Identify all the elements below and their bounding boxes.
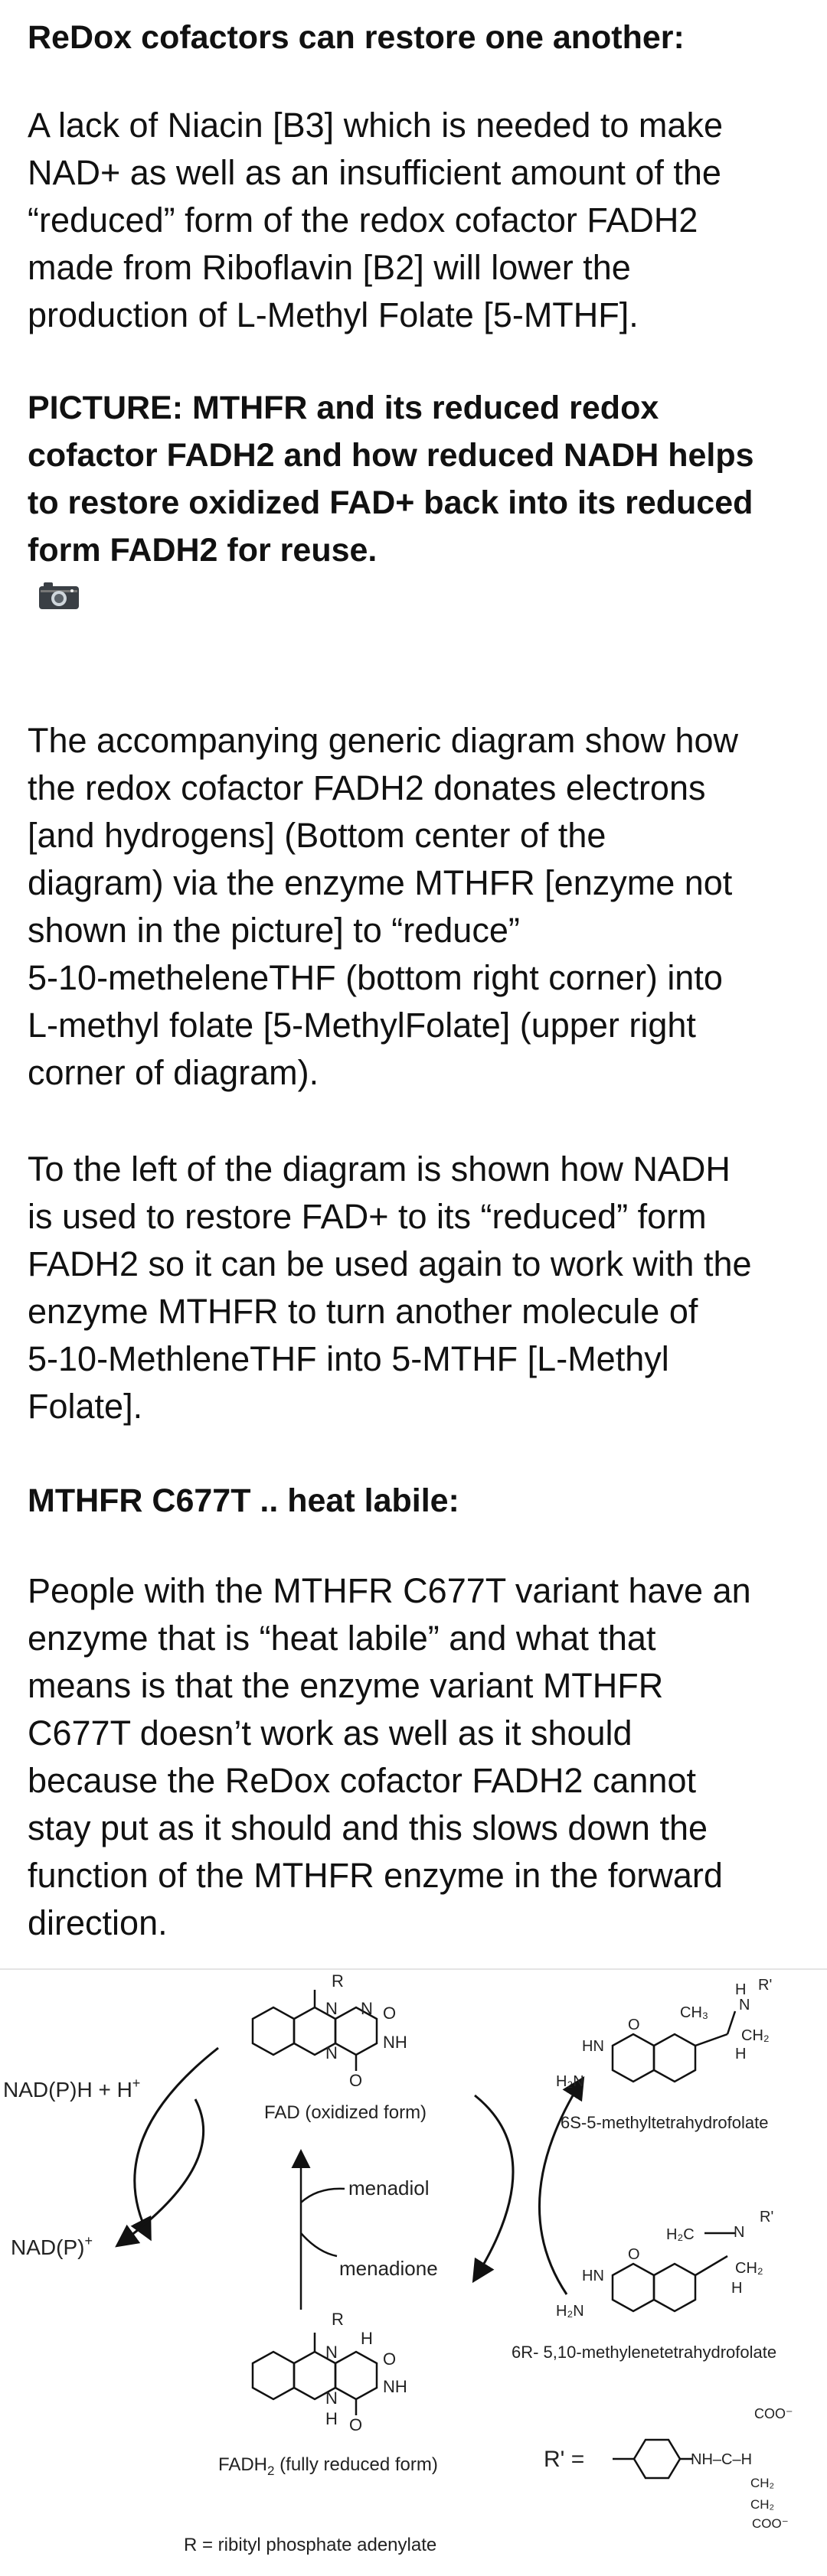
svg-text:H: H [735, 2046, 747, 2062]
fad-oxidized-structure [253, 1990, 377, 2071]
svg-text:N: N [734, 2224, 745, 2241]
svg-text:NH–C–H: NH–C–H [691, 2451, 753, 2468]
svg-text:N: N [325, 2043, 338, 2062]
paragraph-diagram-description: The accompanying generic diagram show how the redox cofactor FADH2 donates electrons [and hydrogens] (Bottom center of the diagram) via the enzyme MTHFR [enzyme not shown in the picture] to “reduce” 5-10-metheleneTHF (bottom right corner) into L-methyl folate [5-MethylFolate] (upper right corner of diagram). [28, 721, 738, 1092]
methyl-thf-label: 6S-5-methyltetrahydrofolate [561, 2113, 769, 2132]
svg-text:NH: NH [383, 2033, 407, 2052]
svg-text:HN: HN [582, 2038, 604, 2055]
svg-text:R: R [332, 2310, 344, 2329]
svg-text:N: N [325, 2343, 338, 2362]
svg-text:COO⁻: COO⁻ [752, 2516, 789, 2531]
arrow-to-nadp [119, 2099, 204, 2245]
svg-text:N: N [325, 1999, 338, 2018]
svg-text:R': R' [760, 2209, 774, 2225]
svg-text:O: O [628, 2017, 640, 2033]
menadiol-label: menadiol [348, 2177, 430, 2199]
methyl-thf-atoms [556, 1977, 772, 2090]
svg-text:R': R' [758, 1977, 773, 1994]
r-prime-definition [544, 2406, 793, 2531]
svg-text:R: R [332, 1973, 344, 1991]
svg-text:NH: NH [383, 2377, 407, 2396]
svg-text:CH₂: CH₂ [750, 2476, 775, 2490]
svg-text:H₂N: H₂N [556, 2073, 584, 2090]
fadh2-structure [253, 2333, 377, 2415]
arrow-methylene-to-methyl [539, 2080, 582, 2294]
arrow-nadph-to-fadh2 [135, 2048, 218, 2237]
paragraph-nadh-restore: To the left of the diagram is shown how NADH is used to restore FAD+ to its “reduced” form FADH2 so it can be used again to work with the enzyme MTHFR to turn another molecule of 5-10-MethleneTHF into 5-MTHF [L-Methyl Folate]. [28, 1149, 752, 1426]
methylene-thf-structure [613, 2233, 735, 2311]
svg-text:O: O [383, 2004, 397, 2023]
redox-cycle-diagram [0, 1973, 827, 2576]
r-definition: R = ribityl phosphate adenylate [184, 2535, 437, 2555]
section-divider [0, 1968, 827, 1970]
paragraph-niacin: A lack of Niacin [B3] which is needed to make NAD+ as well as an insufficient amount of the “reduced” form of the redox cofactor FADH2 made from Riboflavin [B2] will lower the production of L-Methyl Folate [5-MTHF]. [28, 106, 723, 334]
heading-c677t-heat-labile: MTHFR C677T .. heat labile: [28, 1482, 459, 1519]
svg-text:H: H [325, 2409, 338, 2428]
nadph-cycle [3, 2048, 218, 2259]
fadh2-label: $FADH_2$ (fully reduced form) [218, 2454, 438, 2478]
svg-text:N: N [361, 1999, 373, 2018]
svg-text:HN: HN [582, 2268, 604, 2284]
menadione-label: menadione [339, 2257, 438, 2280]
fad-oxidized-atoms [325, 1973, 407, 2090]
fadh2-atoms [325, 2310, 407, 2434]
svg-text:N: N [325, 2389, 338, 2408]
svg-text:CH₃: CH₃ [680, 2004, 709, 2021]
svg-text:O: O [383, 2349, 397, 2369]
svg-text:H: H [361, 2329, 373, 2348]
svg-text:O: O [349, 2415, 363, 2434]
svg-text:H: H [731, 2280, 743, 2297]
svg-text:R' =: R' = [544, 2447, 585, 2472]
svg-text:H: H [735, 1981, 747, 1998]
svg-text:COO⁻: COO⁻ [754, 2406, 793, 2421]
svg-text:CH₂: CH₂ [735, 2260, 763, 2277]
svg-text:CH₂: CH₂ [741, 2027, 770, 2044]
svg-text:H₂C: H₂C [666, 2226, 695, 2243]
heading-redox-cofactors: ReDox cofactors can restore one another: [28, 19, 685, 56]
svg-text:H₂N: H₂N [556, 2303, 584, 2320]
nadp-label: NAD(P)+ [11, 2233, 93, 2259]
svg-text:N: N [739, 1997, 750, 2014]
methylene-thf-atoms [556, 2209, 773, 2320]
svg-text:O: O [628, 2246, 640, 2263]
paragraph-c677t-variant: People with the MTHFR C677T variant have an enzyme that is “heat labile” and what that means is that the enzyme variant MTHFR C677T doesn’t work as well as it should because the ReDox cofactor FADH2 cannot stay put as it should and this slows down the function of the MTHFR enzyme in the forward direction. [28, 1571, 751, 1942]
nadph-label: NAD(P)H + H+ [3, 2075, 141, 2102]
arrow-fad-to-methylene [475, 2095, 513, 2279]
fad-oxidized-label: FAD (oxidized form) [264, 2102, 427, 2123]
svg-text:CH₂: CH₂ [750, 2497, 775, 2512]
picture-caption: PICTURE: MTHFR and its reduced redox cofactor FADH2 and how reduced NADH helps to restore oxidized FAD+ back into its reduced form FADH2 for reuse. [28, 390, 754, 569]
camera-icon [38, 580, 80, 611]
menadione-arrow [301, 2153, 438, 2310]
mthfr-cycle [475, 2080, 582, 2294]
svg-text:O: O [349, 2071, 363, 2090]
methylene-thf-label: 6R- 5,10-methylenetetrahydrofolate [512, 2343, 777, 2362]
